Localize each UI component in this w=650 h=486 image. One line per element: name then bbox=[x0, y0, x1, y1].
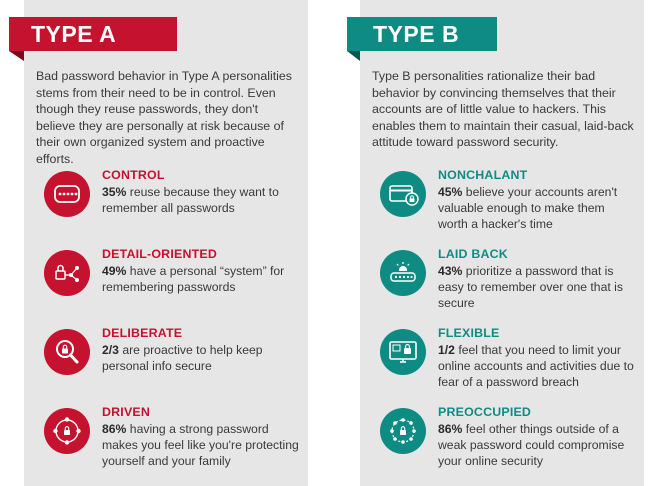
item-text bbox=[438, 421, 636, 469]
type-b-item-nonchalant bbox=[360, 168, 644, 241]
lock-network-icon bbox=[44, 250, 90, 296]
item-title: DELIBERATE bbox=[102, 326, 183, 340]
item-stat: 45% bbox=[438, 185, 463, 199]
type-b-item-flexible bbox=[360, 326, 644, 399]
item-text bbox=[102, 184, 300, 216]
type-a-banner: TYPE A bbox=[9, 17, 177, 51]
type-b-banner-fold bbox=[347, 51, 360, 61]
password-field-icon bbox=[44, 171, 90, 217]
item-title: CONTROL bbox=[102, 168, 165, 182]
lock-people-icon bbox=[44, 408, 90, 454]
item-title: DETAIL-ORIENTED bbox=[102, 247, 217, 261]
type-b-banner: TYPE B bbox=[347, 17, 497, 51]
item-description: prioritize a password that is easy to remember over one that is secure bbox=[438, 264, 623, 310]
type-a-banner-fold bbox=[9, 51, 24, 61]
item-text bbox=[438, 342, 636, 390]
item-description: have a personal “system” for remembering passwords bbox=[102, 264, 285, 294]
item-title: LAID BACK bbox=[438, 247, 508, 261]
item-title: NONCHALANT bbox=[438, 168, 528, 182]
item-stat: 86% bbox=[102, 422, 127, 436]
item-stat: 2/3 bbox=[102, 343, 119, 357]
monitor-lock-icon bbox=[380, 329, 426, 375]
item-text bbox=[102, 421, 300, 469]
lock-circle-network-icon bbox=[380, 408, 426, 454]
item-text bbox=[102, 263, 300, 295]
item-stat: 49% bbox=[102, 264, 127, 278]
item-stat: 43% bbox=[438, 264, 463, 278]
item-text bbox=[438, 263, 636, 311]
type-b-intro: Type B personalities rationalize their bad behavior by convincing themselves that their accounts are of little value to hackers. This enables them to maintain their casual, laid-back attitude toward password security. bbox=[372, 69, 634, 149]
type-a-item-deliberate bbox=[24, 326, 308, 399]
type-b-item-preoccupied bbox=[360, 405, 644, 478]
item-stat: 35% bbox=[102, 185, 127, 199]
card-lock-icon bbox=[380, 171, 426, 217]
item-text bbox=[102, 342, 300, 374]
alarm-password-icon bbox=[380, 250, 426, 296]
type-a-intro: Bad password behavior in Type A personalities stems from their need to be in control. Even though they reuse passwords, they don't believe they are personally at risk because of their own organized system and proactive efforts. bbox=[36, 69, 293, 166]
type-a-item-detail-oriented bbox=[24, 247, 308, 320]
item-title: FLEXIBLE bbox=[438, 326, 500, 340]
type-a-item-control bbox=[24, 168, 308, 241]
item-text bbox=[438, 184, 636, 232]
item-description: feel other things outside of a weak password could compromise your online security bbox=[438, 422, 625, 468]
type-a-item-driven bbox=[24, 405, 308, 478]
type-b-panel bbox=[360, 0, 644, 486]
item-title: PREOCCUPIED bbox=[438, 405, 532, 419]
item-description: feel that you need to limit your online accounts and activities due to fear of a password breach bbox=[438, 343, 634, 389]
item-title: DRIVEN bbox=[102, 405, 151, 419]
item-description: having a strong password makes you feel like you're protecting yourself and your family bbox=[102, 422, 299, 468]
magnifier-lock-icon bbox=[44, 329, 90, 375]
item-description: believe your accounts aren't valuable enough to make them worth a hacker's time bbox=[438, 185, 618, 231]
item-stat: 86% bbox=[438, 422, 463, 436]
item-description: reuse because they want to remember all passwords bbox=[102, 185, 279, 215]
item-stat: 1/2 bbox=[438, 343, 455, 357]
item-description: are proactive to help keep personal info secure bbox=[102, 343, 263, 373]
type-a-panel bbox=[24, 0, 308, 486]
type-b-item-laid-back bbox=[360, 247, 644, 320]
